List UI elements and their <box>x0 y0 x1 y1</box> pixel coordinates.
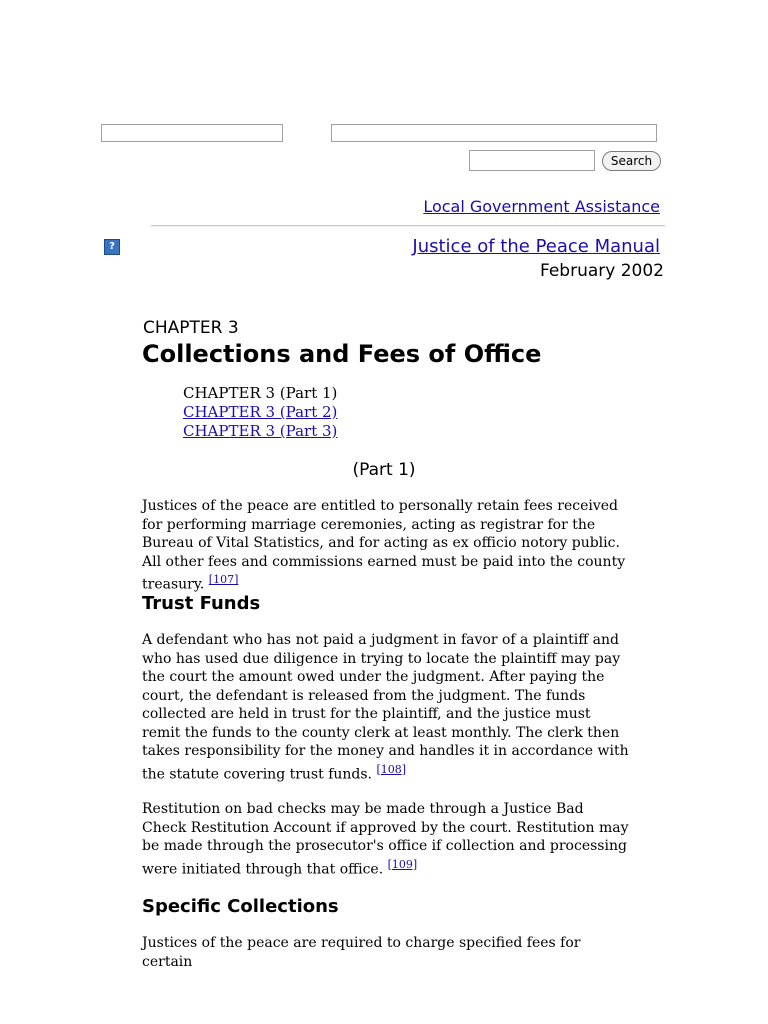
chapter-title: Collections and Fees of Office <box>142 340 542 368</box>
search-input[interactable] <box>469 150 595 171</box>
nav-select-2[interactable] <box>331 124 657 142</box>
part-3-link[interactable]: CHAPTER 3 (Part 3) <box>183 422 338 440</box>
help-icon[interactable]: ? <box>104 239 120 255</box>
section-heading-trust-funds: Trust Funds <box>142 593 261 614</box>
paragraph-restitution <box>142 800 632 879</box>
nav-select-1[interactable] <box>101 124 283 142</box>
footnote-107-link[interactable]: [107] <box>208 573 239 586</box>
paragraph-fees-text: Justices of the peace are entitled to personally retain fees received for performing marriage ceremonies, acting as registrar for the Bureau of Vital Statistics, and for acting as ex officio notory public. All other fees and commissions earned must be paid into the county treasury. <box>142 498 626 593</box>
divider <box>151 225 665 227</box>
search-button[interactable]: Search <box>602 151 661 171</box>
part-1-label: CHAPTER 3 (Part 1) <box>183 384 338 402</box>
paragraph-trust-funds <box>142 631 632 784</box>
manual-title-link[interactable]: Justice of the Peace Manual <box>412 236 660 257</box>
paragraph-trust-funds-text: A defendant who has not paid a judgment in favor of a plaintiff and who has used due diligence in trying to locate the plaintiff may pay the court the amount owed under the judgment. After paying the court, the defendant is released from the judgment. The funds collected are held in trust for the plaintiff, and the justice must remit the funds to the county clerk at least monthly. The clerk then takes responsibility for the money and handles it in accordance with the statute covering trust funds. <box>142 632 629 783</box>
chapter-label: CHAPTER 3 <box>143 318 239 338</box>
part-item-3[interactable] <box>183 422 337 441</box>
manual-date: February 2002 <box>540 261 664 281</box>
section-heading-specific-collections: Specific Collections <box>142 896 339 917</box>
paragraph-restitution-text: Restitution on bad checks may be made through a Justice Bad Check Restitution Account if approved by the court. Restitution may be made through the prosecutor's office if collection and processing were initiated through that office. <box>142 801 629 878</box>
part-item-1 <box>183 384 337 403</box>
chapter-parts-list <box>183 384 337 441</box>
paragraph-fees <box>142 497 632 594</box>
local-government-assistance-link[interactable]: Local Government Assistance <box>423 197 660 216</box>
footnote-109-link[interactable]: [109] <box>387 857 418 871</box>
part-2-link[interactable]: CHAPTER 3 (Part 2) <box>183 403 338 421</box>
paragraph-specific-collections: Justices of the peace are required to charge specified fees for certain <box>142 935 581 970</box>
part-heading: (Part 1) <box>352 460 416 480</box>
footnote-108-link[interactable]: [108] <box>376 762 407 776</box>
part-item-2[interactable] <box>183 403 337 422</box>
